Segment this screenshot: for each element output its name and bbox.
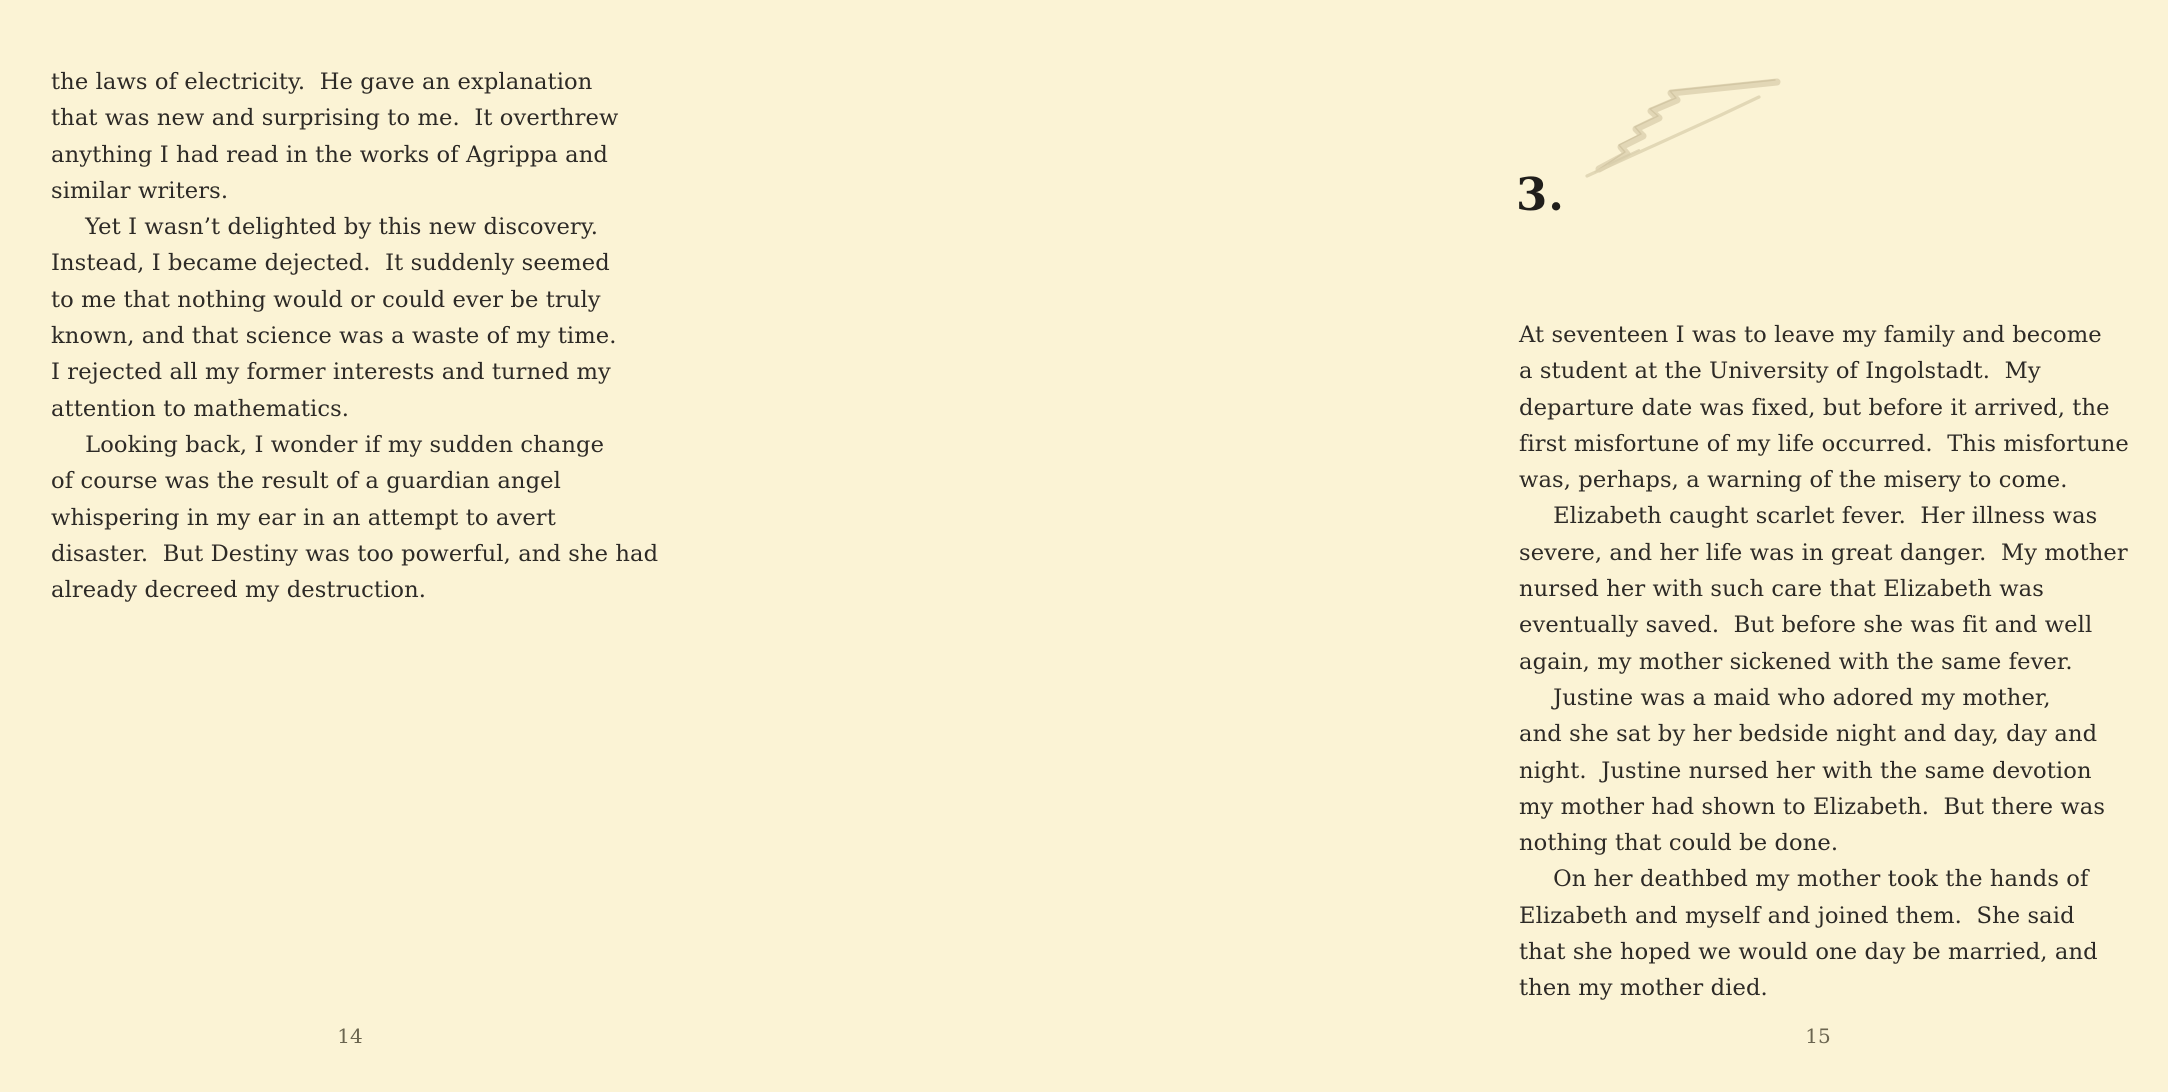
- paragraph: [1519, 680, 2119, 861]
- text-line: attention to mathematics.: [51, 395, 350, 422]
- left-page: [0, 0, 722, 1092]
- text-line: similar writers.: [51, 177, 229, 204]
- text-line: that was new and surprising to me. It overthrew: [51, 105, 619, 132]
- text-line: again, my mother sickened with the same fever.: [1519, 648, 2073, 675]
- paragraph: [51, 64, 651, 209]
- paragraph: [1519, 498, 2128, 679]
- text-line: to me that nothing would or could ever be truly: [51, 286, 601, 313]
- text-line: the laws of electricity. He gave an explanation: [51, 69, 593, 95]
- text-line: known, and that science was a waste of my time.: [51, 323, 617, 350]
- text-line: that she hoped we would one day be married, and: [1519, 939, 2098, 966]
- text-line: departure date was fixed, but before it arrived, the: [1519, 394, 2110, 421]
- text-line: On her deathbed my mother took the hands of: [1519, 866, 2089, 893]
- text-line: disaster. But Destiny was too powerful, and she had: [51, 540, 659, 567]
- text-line: night. Justine nursed her with the same devotion: [1519, 757, 2092, 784]
- text-line: first misfortune of my life occurred. This misfortune: [1519, 430, 2129, 457]
- lightning-bolt-icon: [1581, 68, 1791, 180]
- text-line: Elizabeth caught scarlet fever. Her illness was: [1519, 503, 2098, 530]
- text-line: Yet I wasn’t delighted by this new discovery.: [51, 214, 598, 241]
- paragraph: [51, 209, 651, 427]
- text-line: nursed her with such care that Elizabeth was: [1519, 576, 2044, 603]
- text-line: At seventeen I was to leave my family and become: [1519, 322, 2102, 348]
- text-line: my mother had shown to Elizabeth. But there was: [1519, 793, 2106, 820]
- text-line: anything I had read in the works of Agrippa and: [51, 141, 608, 168]
- text-line: severe, and her life was in great danger. My mother: [1519, 539, 2128, 566]
- text-line: nothing that could be done.: [1519, 830, 1839, 857]
- text-line: Instead, I became dejected. It suddenly seemed: [51, 250, 610, 277]
- text-line: of course was the result of a guardian angel: [51, 468, 561, 495]
- text-line: Elizabeth and myself and joined them. She said: [1519, 902, 2075, 929]
- text-line: was, perhaps, a warning of the misery to come.: [1519, 467, 2068, 494]
- page-number-right: 15: [1805, 1024, 1831, 1048]
- page-number-left: 14: [337, 1024, 363, 1048]
- paragraph: [51, 427, 659, 608]
- text-line: eventually saved. But before she was fit and well: [1519, 612, 2093, 639]
- text-line: and she sat by her bedside night and day, day and: [1519, 721, 2098, 748]
- paragraph: [1519, 317, 2129, 498]
- text-line: Looking back, I wonder if my sudden change: [51, 431, 605, 458]
- right-page-body-text: [1519, 317, 2129, 1007]
- chapter-number: 3.: [1516, 168, 1565, 221]
- text-line: I rejected all my former interests and turned my: [51, 359, 611, 386]
- text-line: already decreed my destruction.: [51, 577, 427, 604]
- right-page: [723, 0, 2129, 1092]
- text-line: Justine was a maid who adored my mother,: [1519, 684, 2051, 711]
- text-line: whispering in my ear in an attempt to avert: [51, 504, 556, 531]
- paragraph: [1519, 861, 2119, 1006]
- text-line: then my mother died.: [1519, 975, 1768, 1002]
- text-line: a student at the University of Ingolstadt. My: [1519, 358, 2041, 385]
- left-page-body-text: [51, 64, 659, 608]
